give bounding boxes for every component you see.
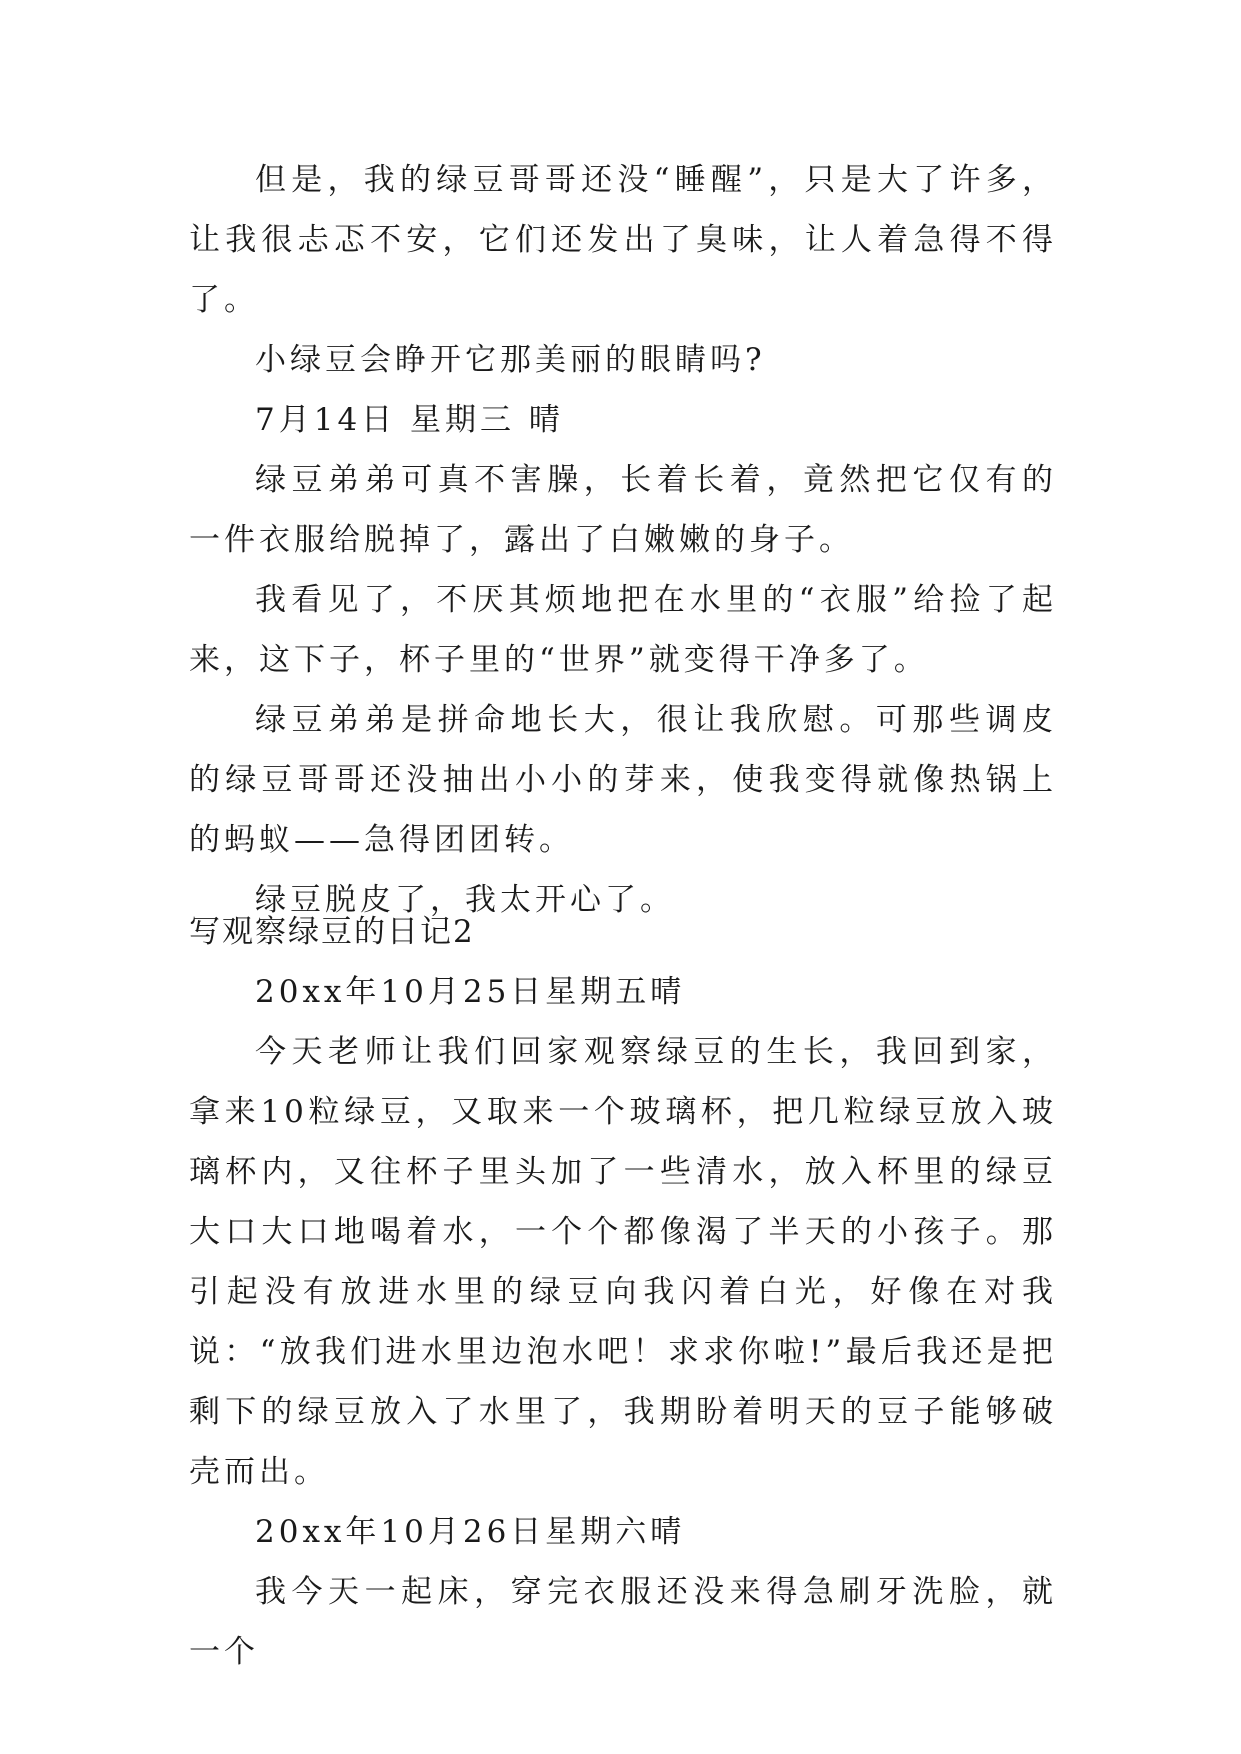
- paragraph: 我今天一起床，穿完衣服还没来得急刷牙洗脸，就一个: [189, 1574, 1057, 1670]
- date-line: 20xx年10月25日星期五晴: [255, 974, 686, 1010]
- paragraph: 小绿豆会睁开它那美丽的眼睛吗?: [255, 342, 766, 378]
- paragraph: 绿豆弟弟是拼命地长大，很让我欣慰。可那些调皮的绿豆哥哥还没抽出小小的芽来，使我变得就像热锅上的蚂蚁——急得团团转。: [189, 702, 1057, 858]
- date-line: 20xx年10月26日星期六晴: [255, 1514, 686, 1550]
- date-line: 7月14日 星期三 晴: [255, 402, 564, 438]
- section-title: 写观察绿豆的日记2: [189, 914, 475, 950]
- paragraph: 我看见了，不厌其烦地把在水里的“衣服”给捡了起来，这下子，杯子里的“世界”就变得干净多了。: [189, 582, 1057, 678]
- paragraph: 绿豆脱皮了，我太开心了。: [255, 882, 675, 918]
- diary-part-1: [189, 150, 1057, 930]
- diary-part-2: [189, 902, 1057, 1682]
- paragraph: 但是，我的绿豆哥哥还没“睡醒”，只是大了许多，让我很忐忑不安，它们还发出了臭味，让人着急得不得了。: [189, 162, 1057, 318]
- paragraph: 今天老师让我们回家观察绿豆的生长，我回到家，拿来10粒绿豆，又取来一个玻璃杯，把几粒绿豆放入玻璃杯内，又往杯子里头加了一些清水，放入杯里的绿豆大口大口地喝着水，一个个都像渴了半天的小孩子。那引起没有放进水里的绿豆向我闪着白光，好像在对我说：“放我们进水里边泡水吧！求求你啦!”最后我还是把剩下的绿豆放入了水里了，我期盼着明天的豆子能够破壳而出。: [189, 1034, 1057, 1490]
- paragraph: 绿豆弟弟可真不害臊，长着长着，竟然把它仅有的一件衣服给脱掉了，露出了白嫩嫩的身子。: [189, 462, 1057, 558]
